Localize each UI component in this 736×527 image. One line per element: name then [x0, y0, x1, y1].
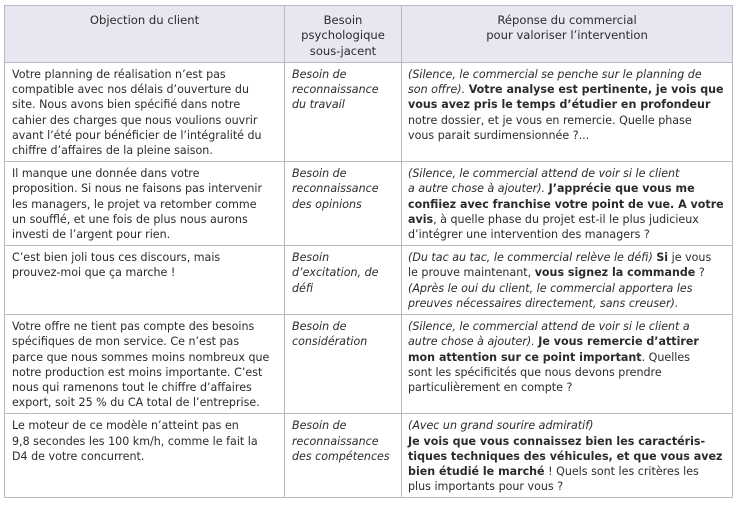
response-text — [402, 414, 732, 497]
objection-text: Il manque une donnée dans votre proposition. Si nous ne faisons pas intervenir les managers, le projet va retomber comme un soufflé, et une fois de plus nous aurons investi de l’argent pour rien. — [12, 167, 263, 242]
table-row — [5, 414, 733, 498]
response-text — [402, 162, 732, 245]
response-cell — [402, 63, 733, 162]
need-text: Besoin de reconnaissance du travail — [292, 68, 379, 112]
response-segment: notre dossier, et je vous en remercie. Quelle phase vous parait surdimensionnée ?... — [408, 113, 692, 142]
response-segment: (Avec un grand sourire admiratif) — [408, 419, 594, 433]
need-text: Besoin de considération — [292, 320, 368, 349]
need-text: Besoin de reconnaissance des compétences — [292, 419, 390, 463]
response-segment: (Silence, le commercial se penche sur le planning de son offre). — [408, 68, 702, 97]
response-segment: (Du tac au tac, le commercial relève le défi) — [408, 251, 657, 265]
response-segment: (Silence, le commercial attend de voir si le client a autre chose à ajouter). — [408, 320, 690, 349]
table-row — [5, 162, 733, 246]
response-segment: Je vois que vous connaissez bien les caractéris- tiques techniques des véhicules, et que vous avez bien étudié le marché — [408, 434, 723, 479]
need-cell — [285, 162, 402, 246]
objection-cell — [5, 63, 285, 162]
header-objection: Objection du client — [5, 6, 285, 63]
response-cell — [402, 162, 733, 246]
response-segment: . Quelles sont les spécificités que nous devons prendre particulièrement en compte ? — [408, 350, 690, 395]
response-segment: Votre analyse est pertinente, je vois que vous avez pris le temps d’étudier en profondeur — [408, 83, 724, 112]
response-segment: Si — [656, 251, 669, 265]
header-need: Besoin psychologique sous-jacent — [285, 6, 402, 63]
response-segment: (Après le oui du client, le commercial apportera les preuves nécessaires directement, sans creuser). — [408, 281, 693, 310]
response-segment: Je vous remercie d’attirer mon attention sur ce point important — [408, 335, 699, 364]
objection-cell — [5, 246, 285, 315]
need-cell — [285, 315, 402, 414]
header-row — [5, 6, 733, 63]
response-text — [402, 315, 732, 398]
objection-cell — [5, 414, 285, 498]
need-text: Besoin de reconnaissance des opinions — [292, 167, 379, 211]
objection-text: Le moteur de ce modèle n’atteint pas en 9,8 secondes les 100 km/h, comme le fait la D4 de votre concurrent. — [12, 419, 258, 463]
table-row — [5, 315, 733, 414]
objection-cell — [5, 162, 285, 246]
response-segment: J’apprécie que vous me confiiez avec franchise votre point de vue. A votre avis — [408, 182, 724, 226]
response-segment: ! Quels sont les critères les plus importants pour vous ? — [408, 465, 699, 494]
need-cell — [285, 246, 402, 315]
objection-text: Votre planning de réalisation n’est pas compatible avec nos délais d’ouverture du site. Nous avons bien spécifié dans notre cahier des charges que nous voulions ouvrir avant l’été pour bénéficier de l’intégralité du chiffre d’affaires de la pleine saison. — [12, 68, 262, 158]
need-cell — [285, 63, 402, 162]
response-segment: je vous le prouve maintenant, — [408, 251, 712, 280]
response-segment: , à quelle phase du projet est-il le plus judicieux d’intégrer une intervention des managers ? — [408, 212, 699, 242]
header-response: Réponse du commercial pour valoriser l’intervention — [402, 6, 733, 63]
response-text — [402, 63, 732, 146]
response-cell — [402, 315, 733, 414]
objections-table — [4, 5, 733, 498]
response-segment: (Silence, le commercial attend de voir si le client a autre chose à ajouter). — [408, 167, 680, 196]
need-text: Besoin d’excitation, de défi — [292, 251, 379, 295]
table-row — [5, 246, 733, 315]
response-cell — [402, 246, 733, 315]
response-segment: ? — [698, 266, 705, 280]
objection-cell — [5, 315, 285, 414]
need-cell — [285, 414, 402, 498]
response-cell — [402, 414, 733, 498]
table-row — [5, 63, 733, 162]
objection-text: Votre offre ne tient pas compte des besoins spécifiques de mon service. Ce n’est pas parce que nous sommes moins nombreux que notre production est moins importante. C’est nous qui ramenons tout le chiffre d’affaires export, soit 25 % du CA total de l’entreprise. — [12, 320, 270, 410]
objection-text: C’est bien joli tous ces discours, mais prouvez-moi que ça marche ! — [12, 251, 221, 280]
response-text — [402, 246, 732, 314]
response-segment: vous signez la commande — [534, 266, 696, 280]
